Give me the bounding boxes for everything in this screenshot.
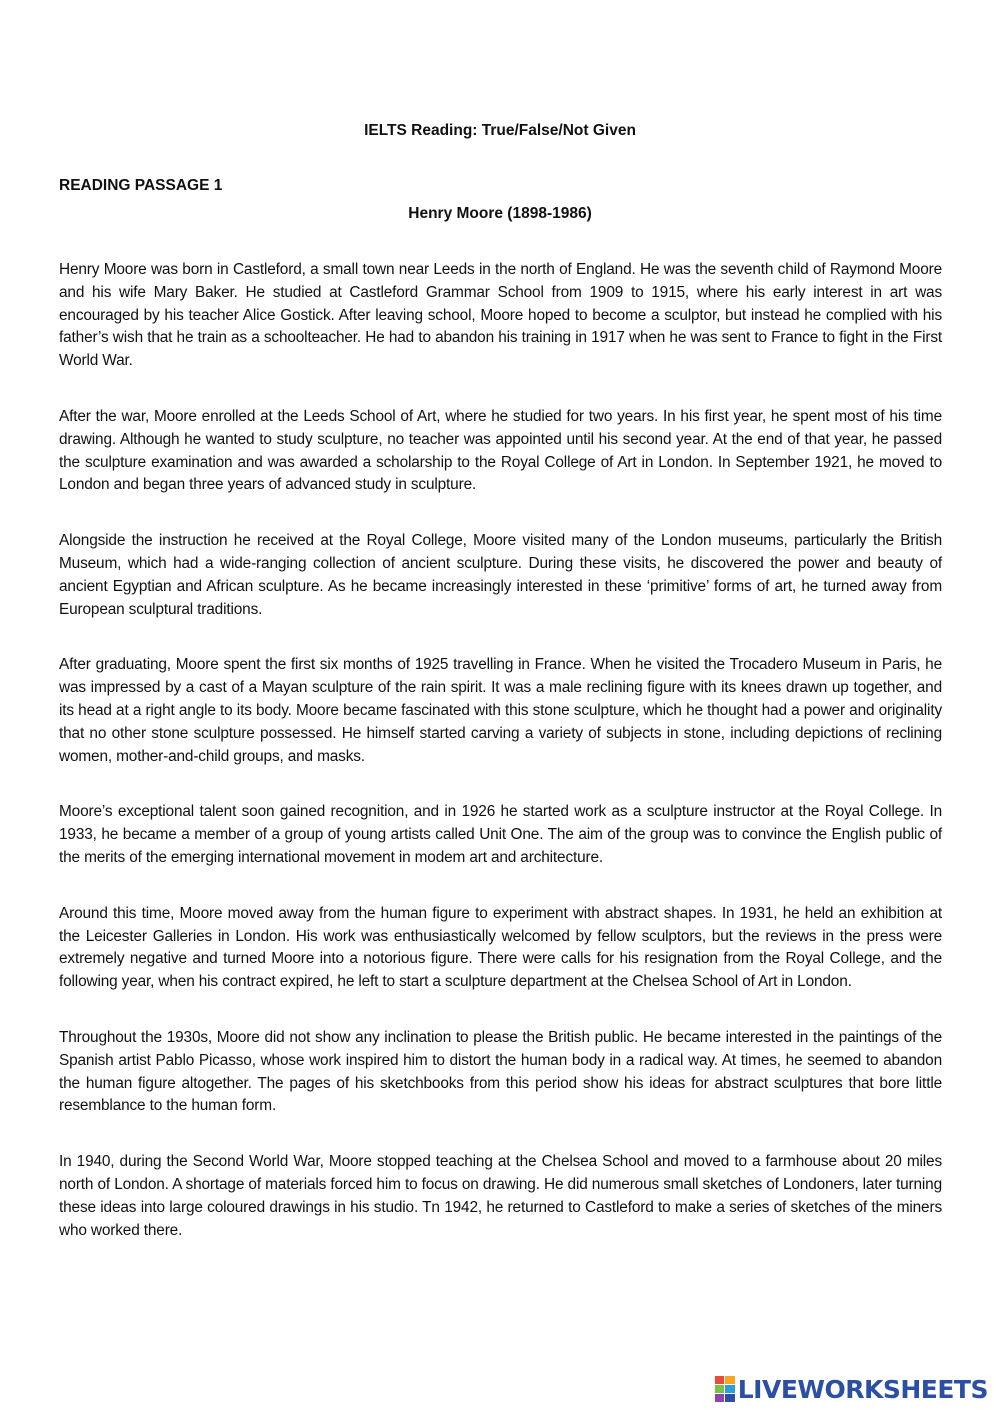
- logo-icon-block: [715, 1385, 725, 1393]
- passage-title: Henry Moore (1898-1986): [408, 205, 592, 222]
- document-title: IELTS Reading: True/False/Not Given: [364, 122, 636, 139]
- logo-icon-block: [725, 1394, 735, 1402]
- logo-icon-block: [725, 1385, 735, 1393]
- liveworksheets-logo: [715, 1374, 988, 1404]
- paragraph-6: Around this time, Moore moved away from the human figure to experiment with abstract shapes. In 1931, he held an exhibition at the Leicester Galleries in London. His work was enthusiastically welcomed by fellow sculptors, but the reviews in the press were extremely negative and turned Moore into a notorious figure. There were calls for his resignation from the Royal College, and the following year, when his contract expired, he left to start a sculpture department at the Chelsea School of Art in London.: [59, 904, 942, 991]
- logo-wordmark: LIVEWORKSHEETS: [737, 1374, 988, 1404]
- passage-label: READING PASSAGE 1: [59, 177, 223, 194]
- liveworksheets-logo-icon: [715, 1376, 735, 1402]
- paragraph-5: Moore’s exceptional talent soon gained recognition, and in 1926 he started work as a sculpture instructor at the Royal College. In 1933, he became a member of a group of young artists called Unit One. The aim of the group was to convince the English public of the merits of the emerging international movement in modem art and architecture.: [59, 803, 942, 866]
- passage-body: [59, 259, 942, 1275]
- logo-icon-block: [715, 1376, 725, 1384]
- paragraph-7: Throughout the 1930s, Moore did not show any inclination to please the British public. He became interested in the paintings of the Spanish artist Pablo Picasso, whose work inspired him to distort the human body in a radical way. At times, he seemed to abandon the human figure altogether. The pages of his sketchbooks from this period show his ideas for abstract sculptures that bore little resemblance to the human form.: [59, 1028, 942, 1115]
- paragraph-1: Henry Moore was born in Castleford, a small town near Leeds in the north of England. He was the seventh child of Raymond Moore and his wife Mary Baker. He studied at Castleford Grammar School from 1909 to 1915, where his early interest in art was encouraged by his teacher Alice Gostick. After leaving school, Moore hoped to become a sculptor, but instead he complied with his father’s wish that he train as a schoolteacher. He had to abandon his training in 1917 when he was sent to France to fight in the First World War.: [59, 261, 942, 370]
- paragraph-4: After graduating, Moore spent the first six months of 1925 travelling in France. When he visited the Trocadero Museum in Paris, he was impressed by a cast of a Mayan sculpture of the rain spirit. It was a male reclining figure with its knees drawn up together, and its head at a right angle to its body. Moore became fascinated with this stone sculpture, which he thought had a power and originality that no other stone sculpture possessed. He himself started carving a variety of subjects in stone, including depictions of reclining women, mother-and-child groups, and masks.: [59, 656, 942, 765]
- logo-icon-block: [715, 1394, 725, 1402]
- paragraph-2: After the war, Moore enrolled at the Leeds School of Art, where he studied for two years. In his first year, he spent most of his time drawing. Although he wanted to study sculpture, no teacher was appointed until his second year. At the end of that year, he passed the sculpture examination and was awarded a scholarship to the Royal College of Art in London. In September 1921, he moved to London and began three years of advanced study in sculpture.: [59, 407, 942, 494]
- paragraph-8: In 1940, during the Second World War, Moore stopped teaching at the Chelsea School and moved to a farmhouse about 20 miles north of London. A shortage of materials forced him to focus on drawing. He did numerous small sketches of Londoners, later turning these ideas into large coloured drawings in his studio. Tn 1942, he returned to Castleford to make a series of sketches of the miners who worked there.: [59, 1153, 942, 1239]
- logo-icon-block: [725, 1376, 735, 1384]
- paragraph-3: Alongside the instruction he received at the Royal College, Moore visited many of the London museums, particularly the British Museum, which had a wide-ranging collection of ancient sculpture. During these visits, he discovered the power and beauty of ancient Egyptian and African sculpture. As he became increasingly interested in these ‘primitive’ forms of art, he turned away from European sculptural traditions.: [59, 532, 942, 618]
